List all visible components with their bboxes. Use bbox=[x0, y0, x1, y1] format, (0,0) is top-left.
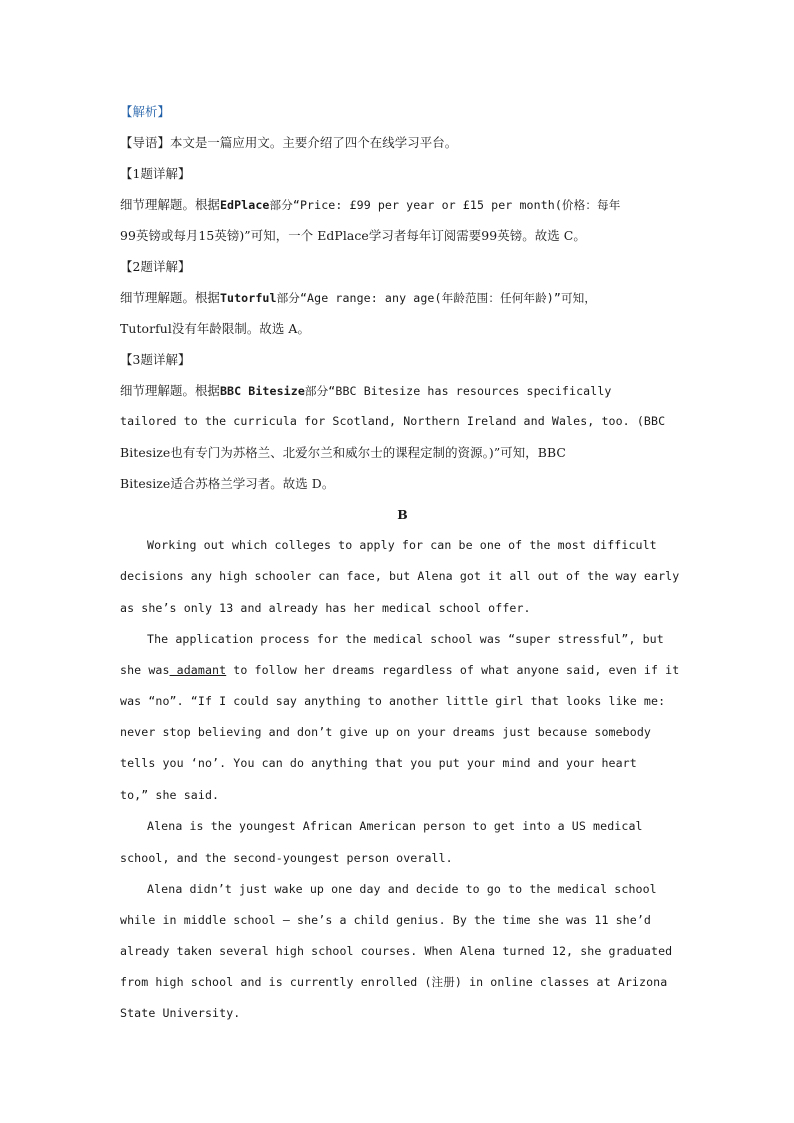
q3-title: 【3题详解】 bbox=[120, 352, 191, 367]
q1-quote: 部分“Price: £99 per year or £15 per month(价格：每年 bbox=[269, 198, 621, 212]
p2-lead: she was bbox=[120, 663, 170, 677]
passage-label: B bbox=[397, 507, 408, 522]
q1-section-name: EdPlace bbox=[219, 198, 270, 212]
p2-line-1: The application process for the medical school was “super stressful”, but bbox=[147, 632, 664, 646]
p2-line-5: tells you ‘no’. You can do anything that you put your mind and your heart bbox=[120, 756, 637, 770]
p4-line-3: already taken several high school courses. When Alena turned 12, she graduated bbox=[120, 944, 673, 958]
p2-line-6: to,” she said. bbox=[120, 788, 220, 802]
q3-quote: 部分“BBC Bitesize has resources specifically bbox=[304, 384, 612, 398]
p4-line-4: from high school and is currently enrolled (注册) in online classes at Arizona bbox=[120, 975, 668, 989]
q3-line-1 bbox=[120, 375, 685, 406]
q1-lead: 细节理解题。根据 bbox=[120, 197, 220, 212]
document-page bbox=[120, 96, 685, 1029]
q3-section-name: BBC Bitesize bbox=[219, 384, 305, 398]
q2-line-1 bbox=[120, 282, 685, 313]
p3-line-1: Alena is the youngest African American person to get into a US medical bbox=[147, 819, 643, 833]
p4-line-5: State University. bbox=[120, 1006, 241, 1020]
q3-line-4: Bitesize适合苏格兰学习者。故选 D。 bbox=[120, 476, 335, 491]
p1-line-3: as she’s only 13 and already has her medical school offer. bbox=[120, 601, 531, 615]
p1-line-2: decisions any high schooler can face, but Alena got it all out of the way early bbox=[120, 569, 680, 583]
p3-line-2: school, and the second-youngest person overall. bbox=[120, 851, 453, 865]
intro-line: 【导语】本文是一篇应用文。主要介绍了四个在线学习平台。 bbox=[120, 135, 458, 150]
p4-line-1: Alena didn’t just wake up one day and decide to go to the medical school bbox=[147, 882, 657, 896]
p4-line-2: while in middle school — she’s a child genius. By the time she was 11 she’d bbox=[120, 913, 652, 927]
q2-title: 【2题详解】 bbox=[120, 259, 191, 274]
q2-line-2: Tutorful没有年龄限制。故选 A。 bbox=[120, 321, 310, 336]
q1-title: 【1题详解】 bbox=[120, 166, 191, 181]
p2-line-2 bbox=[120, 655, 685, 686]
analysis-header: 【解析】 bbox=[120, 104, 170, 119]
q3-line-3: Bitesize也有专门为苏格兰、北爱尔兰和威尔士的课程定制的资源。)”可知，BBC bbox=[120, 445, 566, 460]
q3-lead: 细节理解题。根据 bbox=[120, 383, 220, 398]
q2-section-name: Tutorful bbox=[219, 291, 277, 305]
q3-line-2: tailored to the curricula for Scotland, Northern Ireland and Wales, too. (BBC bbox=[120, 414, 666, 428]
underlined-word-adamant: adamant bbox=[169, 663, 227, 677]
q1-line-1 bbox=[120, 189, 685, 220]
p2-line-4: never stop believing and don’t give up on your dreams just because somebody bbox=[120, 725, 652, 739]
q2-quote: 部分“Age range: any age(年龄范围：任何年龄)”可知， bbox=[276, 291, 597, 305]
p2-rest: to follow her dreams regardless of what anyone said, even if it bbox=[226, 663, 680, 677]
p1-line-1: Working out which colleges to apply for can be one of the most difficult bbox=[147, 538, 657, 552]
p2-line-3: was “no”. “If I could say anything to another little girl that looks like me: bbox=[120, 694, 666, 708]
q2-lead: 细节理解题。根据 bbox=[120, 290, 220, 305]
q1-line-2: 99英镑或每月15英镑)”可知，一个 EdPlace学习者每年订阅需要99英镑。故选 C。 bbox=[120, 228, 586, 243]
